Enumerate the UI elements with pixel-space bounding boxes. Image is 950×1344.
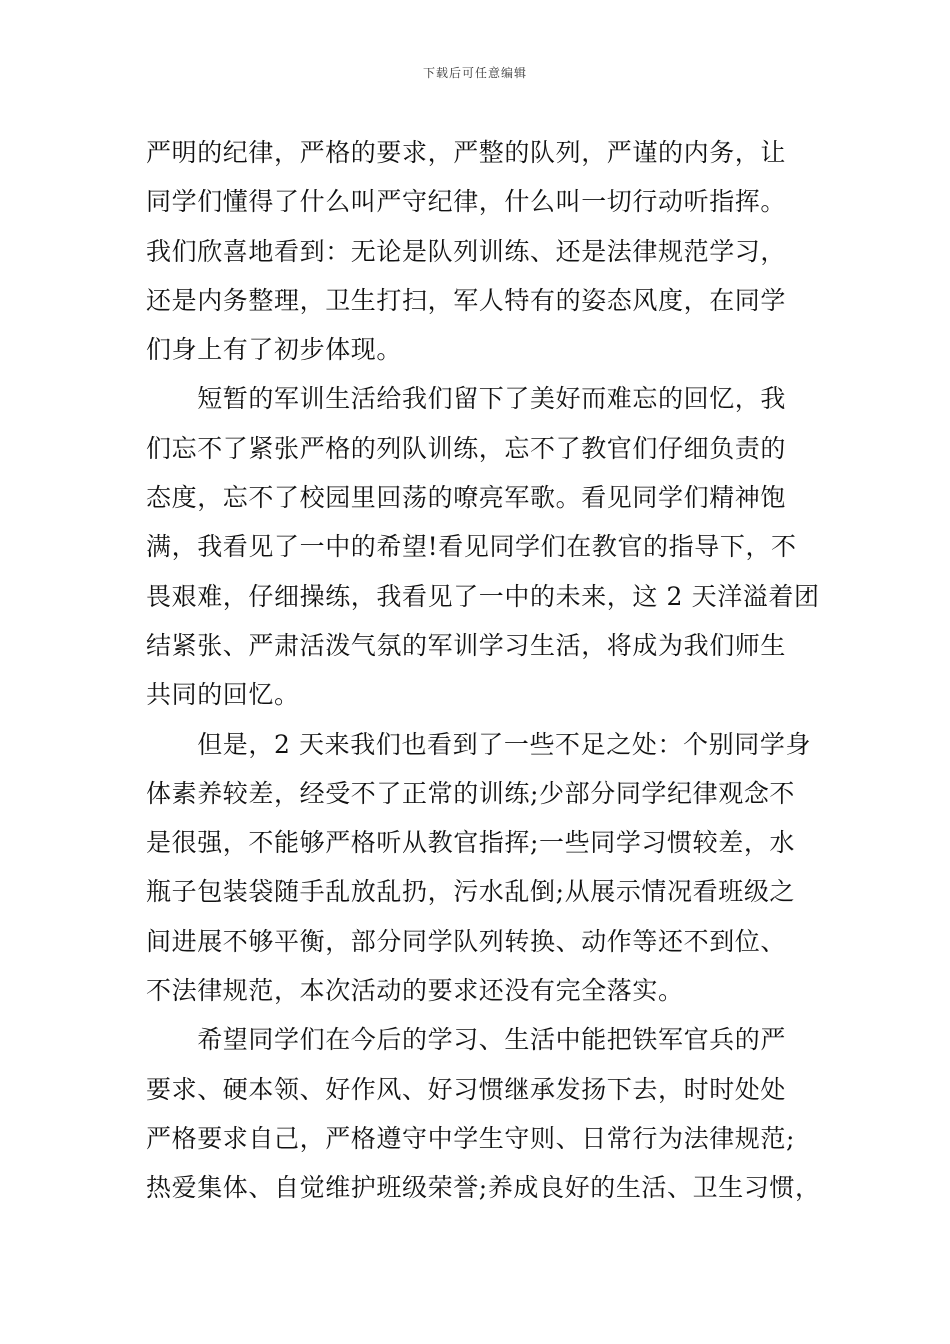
- text-line: 不法律规范，本次活动的要求还没有完全落实。: [146, 976, 684, 1006]
- text-line: 满，我看见了一中的希望!看见同学们在教官的指导下，不: [146, 532, 797, 562]
- document-body: [146, 128, 821, 1213]
- text-line: 们身上有了初步体现。: [146, 335, 403, 365]
- text-line: 热爱集体、自觉维护班级荣誉;养成良好的生活、卫生习惯，: [146, 1173, 821, 1203]
- text-line: 短暂的军训生活给我们留下了美好而难忘的回忆，我: [146, 384, 787, 414]
- text-line: 要求、硬本领、好作风、好习惯继承发扬下去，时时处处: [146, 1074, 787, 1104]
- text-line: 是很强，不能够严格听从教官指挥;一些同学习惯较差，水: [146, 828, 796, 858]
- text-line: 畏艰难，仔细操练，我看见了一中的未来，这 2 天洋溢着团: [146, 581, 820, 611]
- text-line: 还是内务整理，卫生打扫，军人特有的姿态风度，在同学: [146, 285, 787, 315]
- text-line: 态度，忘不了校园里回荡的嘹亮军歌。看见同学们精神饱: [146, 483, 787, 513]
- text-line: 们忘不了紧张严格的列队训练，忘不了教官们仔细负责的: [146, 433, 787, 463]
- text-line: 间进展不够平衡，部分同学队列转换、动作等还不到位、: [146, 926, 787, 956]
- text-line: 严明的纪律，严格的要求，严整的队列，严谨的内务，让: [146, 138, 787, 167]
- text-line: 但是，2 天来我们也看到了一些不足之处：个别同学身: [146, 729, 812, 759]
- text-line: 结紧张、严肃活泼气氛的军训学习生活，将成为我们师生: [146, 630, 787, 660]
- text-line: 体素养较差，经受不了正常的训练;少部分同学纪律观念不: [146, 778, 796, 808]
- text-line: 我们欣喜地看到：无论是队列训练、还是法律规范学习，: [146, 236, 787, 266]
- header-note: 下载后可任意编辑: [422, 66, 527, 80]
- text-line: 希望同学们在今后的学习、生活中能把铁军官兵的严: [146, 1025, 787, 1055]
- text-line: 共同的回忆。: [146, 680, 300, 710]
- text-line: 瓶子包装袋随手乱放乱扔，污水乱倒;从展示情况看班级之: [146, 877, 796, 907]
- text-line: 同学们懂得了什么叫严守纪律，什么叫一切行动听指挥。: [146, 187, 787, 217]
- text-line: 严格要求自己，严格遵守中学生守则、日常行为法律规范;: [146, 1123, 796, 1153]
